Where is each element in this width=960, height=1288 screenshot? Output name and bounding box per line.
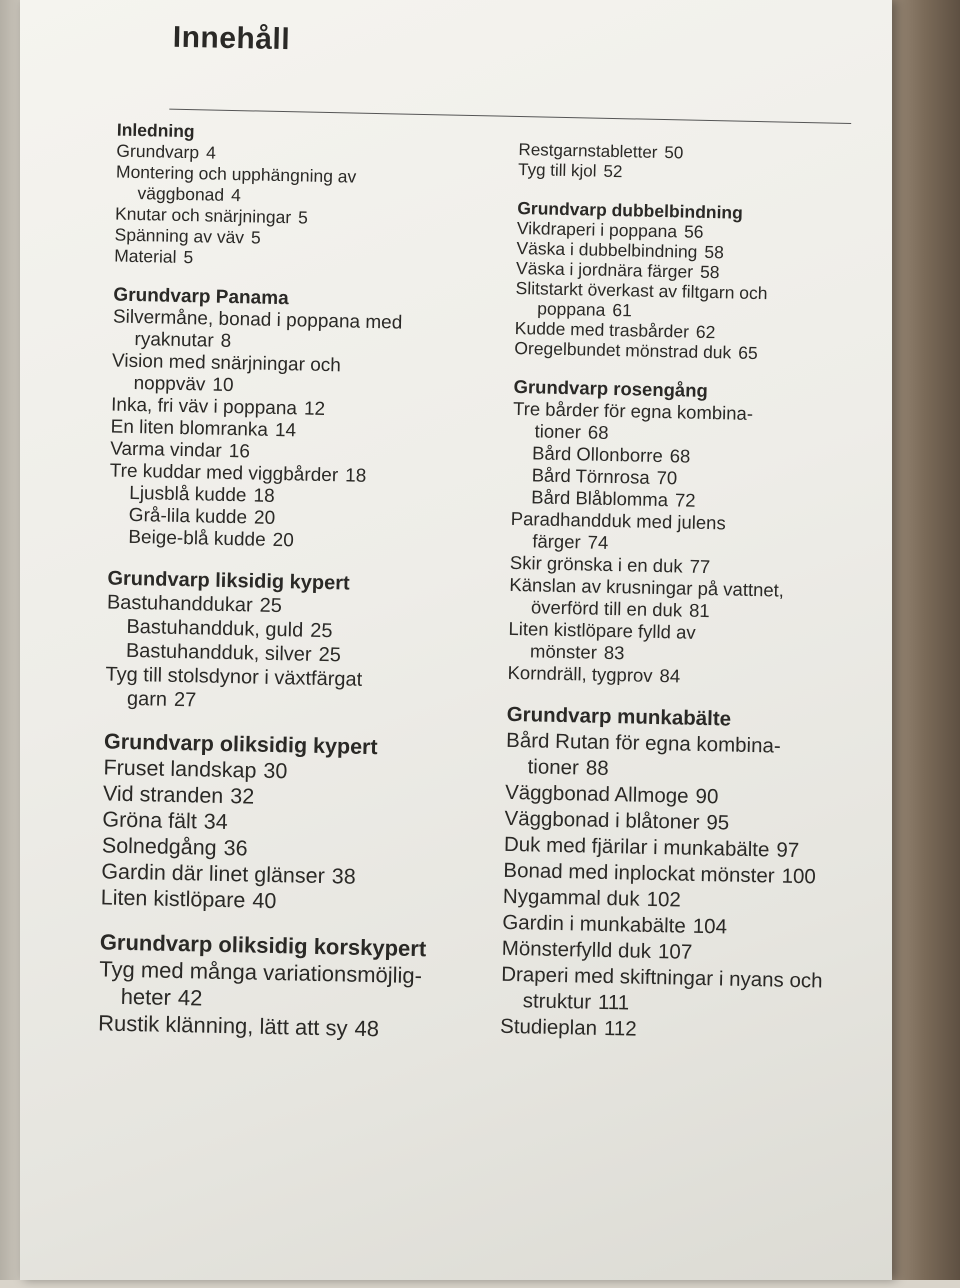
- toc-entry-continuation: färger 74: [532, 530, 609, 553]
- toc-entry: Väggbonad Allmoge 90: [504, 780, 719, 809]
- page-number: 50: [664, 143, 684, 163]
- toc-entry-continuation: struktur 111: [522, 989, 630, 1015]
- page-number: 68: [587, 421, 609, 443]
- section-munkabalte: [500, 702, 879, 1048]
- toc-entry-continuation: väggbonad 4: [137, 183, 242, 206]
- page-number: 65: [738, 342, 758, 364]
- toc-right-column: [500, 140, 891, 1066]
- page-number: 58: [699, 261, 720, 283]
- toc-entry: Känslan av krusningar på vattnet,: [509, 573, 785, 601]
- section-heading: Grundvarp Panama: [113, 284, 289, 310]
- section-heading: Grundvarp oliksidig korskypert: [99, 929, 427, 962]
- page-number: 12: [303, 398, 326, 420]
- section-panama: [108, 285, 493, 557]
- toc-entry: Vikdraperi i poppana 56: [516, 217, 704, 242]
- section-oliksidig: [101, 728, 485, 918]
- toc-entry: Tre bårder för egna kombina-: [512, 397, 754, 424]
- toc-entry-continuation: noppväv 10: [133, 372, 234, 397]
- page-number: 58: [704, 241, 725, 263]
- toc-entry: Bastuhanddukar 25: [106, 591, 283, 618]
- toc-subentry: Beige-blå kudde 20: [128, 526, 294, 552]
- section-heading: Inledning: [116, 119, 195, 142]
- toc-entry: Väggbonad i blåtoner 95: [504, 806, 730, 835]
- page-number: 74: [587, 531, 609, 553]
- toc-entry-continuation: mönster 83: [529, 640, 625, 664]
- toc-entry: Bonad med inplockat mönster 100: [503, 858, 817, 889]
- toc-entry: Tyg till kjol 52: [517, 159, 623, 182]
- toc-entry: Tre kuddar med viggbårder 18: [109, 460, 367, 487]
- toc-entry: Kudde med trasbårder 62: [514, 317, 716, 343]
- toc-entry: Slitstarkt överkast av filtgarn och: [515, 277, 768, 304]
- toc-subentry: Bård Törnrosa 70: [531, 464, 678, 489]
- toc-entry-continuation: tioner 88: [527, 755, 609, 781]
- page-number: 8: [220, 330, 232, 353]
- page-number: 25: [318, 643, 342, 667]
- toc-entry: Montering och upphängning av: [115, 161, 357, 187]
- toc-entry: Knutar och snärjningar 5: [114, 203, 309, 228]
- page-number: 70: [656, 466, 678, 489]
- toc-entry: Draperi med skiftningar i nyans och: [501, 962, 823, 993]
- page-number: 4: [230, 184, 242, 206]
- toc-entry-continuation: garn 27: [126, 687, 197, 712]
- section-inledning: [114, 120, 497, 275]
- toc-entry: Mönsterfylld duk 107: [501, 936, 693, 964]
- page-number: 5: [250, 227, 261, 248]
- section-dubbelbindning: [514, 198, 889, 366]
- section-heading: Grundvarp oliksidig kypert: [103, 729, 378, 760]
- page-number: 90: [695, 784, 719, 809]
- page-number: 100: [781, 864, 817, 889]
- page-number: 83: [603, 641, 625, 664]
- page-number: 97: [776, 838, 800, 863]
- toc-entry: Duk med fjärilar i munkabälte 97: [503, 832, 800, 863]
- toc-entry: En liten blomranka 14: [110, 416, 297, 442]
- title-rule: [169, 109, 851, 124]
- toc-subentry: Bastuhandduk, silver 25: [125, 639, 342, 667]
- page-number: 14: [274, 419, 297, 442]
- toc-entry: Restgarnstabletter 50: [518, 139, 684, 163]
- page-number: 25: [259, 594, 283, 618]
- toc-entry: Bård Rutan för egna kombina-: [505, 728, 781, 758]
- toc-entry: Vid stranden 32: [102, 781, 255, 809]
- page-number: 61: [612, 299, 633, 321]
- page-number: 62: [695, 321, 716, 343]
- toc-entry: Paradhandduk med julens: [510, 507, 726, 534]
- section-heading: Grundvarp dubbelbindning: [517, 197, 744, 223]
- page-number: 72: [674, 489, 696, 511]
- toc-entry: Inka, fri väv i poppana 12: [110, 394, 326, 420]
- page-number: 104: [692, 914, 728, 939]
- toc-entry: Fruset landskap 30: [103, 755, 288, 784]
- section-heading: Grundvarp munkabälte: [506, 702, 732, 731]
- toc-entry-continuation: tioner 68: [534, 420, 609, 443]
- page-number: 112: [603, 1016, 637, 1041]
- toc-entry: Grundvarp 4: [116, 140, 217, 163]
- toc-entry: Nygammal duk 102: [502, 884, 682, 912]
- section-liksidig: [105, 566, 488, 718]
- toc-entry: Varma vindar 16: [109, 438, 251, 463]
- page-number: 48: [354, 1015, 380, 1042]
- page-number: 38: [331, 864, 356, 889]
- page-number: 81: [688, 599, 710, 622]
- page-number: 111: [597, 990, 630, 1015]
- page-number: 32: [230, 784, 255, 809]
- toc-entry: Material 5: [114, 245, 194, 268]
- page-number: 68: [669, 445, 691, 467]
- page-number: 102: [646, 887, 682, 912]
- toc-entry: Silvermåne, bonad i poppana med: [112, 306, 403, 334]
- toc-subentry: Bård Ollonborre 68: [531, 442, 691, 467]
- page-number: 36: [223, 835, 248, 861]
- page-number: 84: [659, 665, 681, 687]
- page-number: 88: [585, 756, 609, 781]
- toc-entry: Solnedgång 36: [101, 833, 248, 861]
- toc-entry: Oregelbundet mönstrad duk 65: [514, 337, 758, 364]
- toc-entry: Spänning av väv 5: [114, 224, 261, 248]
- page-number: 20: [253, 507, 276, 529]
- toc-entry: Väska i jordnära färger 58: [515, 257, 720, 283]
- toc-entry: Väska i dubbelbindning 58: [516, 237, 725, 263]
- toc-entry: Tyg med många variationsmöjlig-: [99, 956, 423, 989]
- toc-left-column: [98, 120, 497, 1063]
- toc-entry-continuation: överförd till en duk 81: [530, 596, 710, 622]
- toc-subentry: Grå-lila kudde 20: [128, 504, 276, 529]
- toc-entry: Gröna fält 34: [102, 807, 228, 835]
- table-surface: [890, 0, 960, 1280]
- toc-entry: Skir grönska i en duk 77: [509, 551, 711, 578]
- toc-entry: Korndräll, tygprov 84: [507, 661, 681, 687]
- toc-subentry: Bastuhandduk, guld 25: [126, 615, 333, 643]
- toc-entry: Liten kistlöpare fylld av: [508, 617, 696, 643]
- page-number: 42: [177, 985, 203, 1011]
- page-title: Innehåll: [172, 20, 291, 57]
- toc-entry: Tyg till stolsdynor i växtfärgat: [105, 663, 363, 691]
- toc-entry: Vision med snärjningar och: [111, 350, 342, 377]
- toc-entry: Gardin i munkabälte 104: [502, 910, 728, 939]
- page-number: 95: [706, 811, 730, 835]
- section-heading: Grundvarp liksidig kypert: [107, 567, 350, 595]
- section-heading: Grundvarp rosengång: [513, 375, 709, 401]
- toc-entry: Rustik klänning, lätt att sy 48: [97, 1010, 380, 1042]
- page-number: 5: [297, 207, 309, 228]
- section-top-entries: [518, 140, 891, 188]
- page-number: 20: [272, 529, 294, 552]
- page-number: 56: [683, 221, 704, 242]
- page-number: 52: [603, 161, 623, 182]
- page-number: 77: [689, 555, 711, 578]
- toc-entry: Studieplan 112: [499, 1014, 637, 1041]
- page-number: 16: [228, 440, 251, 463]
- section-korskypert: [98, 928, 480, 1044]
- page-number: 30: [263, 758, 288, 784]
- page-number: 10: [212, 374, 234, 397]
- page-number: 4: [205, 142, 217, 163]
- toc-entry: Gardin där linet glänser 38: [101, 859, 356, 889]
- toc-subentry: Bård Blåblomma 72: [531, 486, 696, 511]
- toc-entry: Liten kistlöpare 40: [100, 885, 277, 914]
- toc-entry-continuation: poppana 61: [537, 298, 633, 321]
- section-rosengang: [507, 376, 885, 692]
- toc-entry-continuation: ryaknutar 8: [134, 328, 232, 353]
- book-page: [20, 0, 892, 1280]
- page-number: 25: [310, 619, 333, 643]
- page-number: 34: [203, 809, 228, 835]
- page-number: 40: [252, 888, 277, 914]
- page-number: 107: [657, 940, 693, 964]
- toc-entry-continuation: heter 42: [120, 983, 203, 1011]
- page-number: 18: [344, 465, 367, 487]
- page-number: 27: [173, 688, 197, 712]
- page-number: 18: [253, 485, 275, 507]
- page-number: 5: [183, 246, 194, 268]
- toc-subentry: Ljusblå kudde 18: [129, 482, 275, 507]
